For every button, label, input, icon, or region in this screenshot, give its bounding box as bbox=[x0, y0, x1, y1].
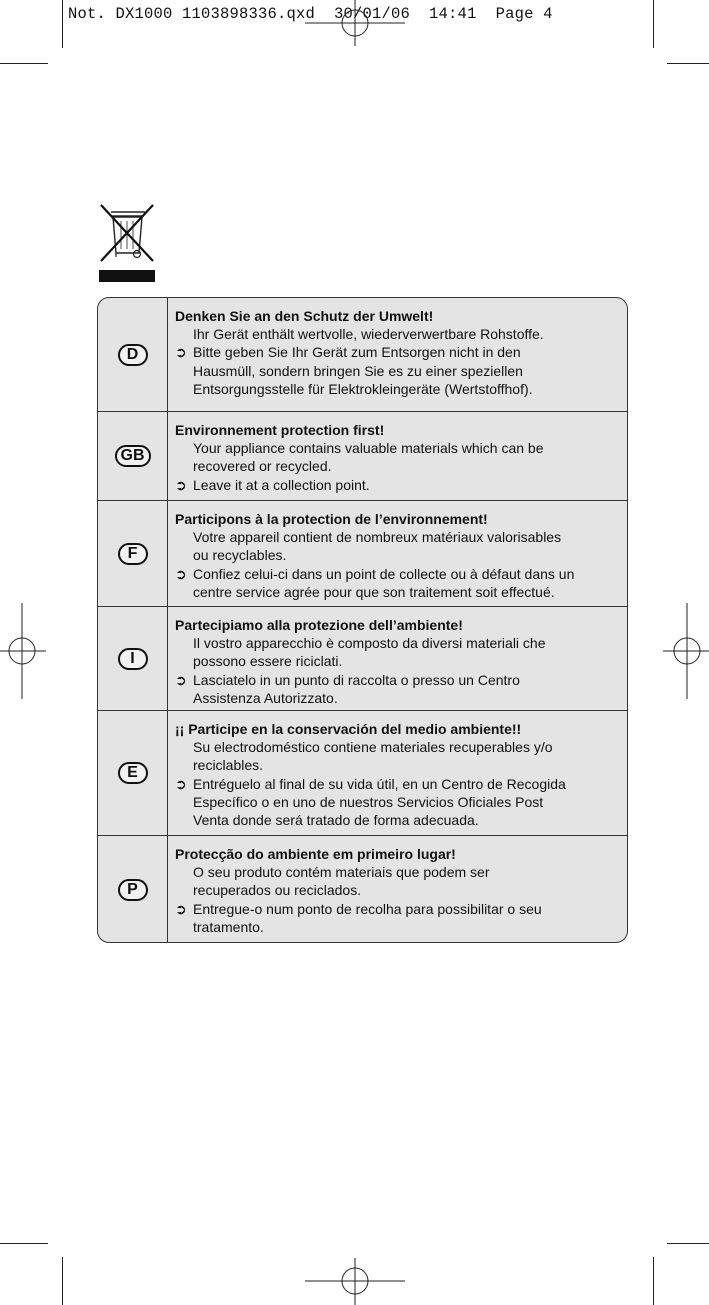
arrow-bullet-icon: ➲ bbox=[175, 344, 187, 361]
text-line: O seu produto contém materiais que podem ser bbox=[193, 864, 490, 881]
crop-mark-top-left-h bbox=[0, 63, 48, 64]
arrow-bullet-icon: ➲ bbox=[175, 565, 187, 582]
section-title-es: ¡¡ Participe en la conservación del medio ambiente!! bbox=[175, 721, 522, 737]
text-line: Confiez celui-ci dans un point de collecte ou à défaut dans un bbox=[193, 565, 575, 582]
text-line: Leave it at a collection point. bbox=[193, 476, 370, 493]
registration-mark-bottom-icon bbox=[305, 1258, 405, 1305]
crop-mark-top-right-v bbox=[653, 0, 654, 48]
text-line: centre service agrée pour que son traitement soit effectué. bbox=[193, 583, 555, 600]
crop-mark-top-left-v bbox=[62, 0, 63, 48]
environment-protection-table bbox=[97, 297, 628, 943]
text-line: possono essere riciclati. bbox=[193, 653, 343, 670]
registration-mark-top-icon bbox=[305, 0, 405, 46]
arrow-bullet-icon: ➲ bbox=[175, 775, 187, 792]
crop-mark-bottom-right-v bbox=[653, 1257, 654, 1305]
text-line: Lasciatelo in un punto di raccolta o presso un Centro bbox=[193, 671, 520, 688]
arrow-bullet-icon: ➲ bbox=[175, 900, 187, 917]
language-code-cell bbox=[98, 412, 168, 500]
language-row-es bbox=[98, 710, 627, 835]
section-title-de: Denken Sie an den Schutz der Umwelt! bbox=[175, 308, 434, 324]
crop-mark-top-right-h bbox=[667, 63, 709, 64]
text-line: Hausmüll, sondern bringen Sie es zu einer speziellen bbox=[193, 362, 523, 379]
arrow-bullet-icon: ➲ bbox=[175, 671, 187, 688]
text-line: Entréguelo al final de su vida útil, en un Centro de Recogida bbox=[193, 775, 566, 792]
language-code-badge-de: D bbox=[118, 344, 148, 366]
language-code-badge-es: E bbox=[118, 762, 148, 784]
text-line: reciclables. bbox=[193, 757, 264, 774]
language-code-badge-pt: P bbox=[118, 879, 148, 901]
language-code-cell bbox=[98, 501, 168, 606]
crossed-out-wheelie-bin-icon bbox=[99, 203, 155, 283]
language-code-badge-gb: GB bbox=[115, 445, 151, 467]
language-text-it bbox=[175, 616, 623, 707]
language-text-fr bbox=[175, 510, 623, 601]
language-text-de bbox=[175, 307, 623, 398]
text-line: ou recyclables. bbox=[193, 547, 287, 564]
language-row-gb bbox=[98, 411, 627, 500]
language-code-cell bbox=[98, 711, 168, 835]
arrow-bullet-icon: ➲ bbox=[175, 476, 187, 493]
text-line: Votre appareil contient de nombreux matériaux valorisables bbox=[193, 529, 562, 546]
language-text-es bbox=[175, 720, 623, 829]
text-line: Venta donde será tratado de forma adecuada. bbox=[193, 812, 479, 829]
language-row-pt bbox=[98, 835, 627, 943]
language-code-badge-fr: F bbox=[118, 543, 148, 565]
section-title-fr: Participons à la protection de l’environnement! bbox=[175, 511, 488, 527]
language-code-cell bbox=[98, 298, 168, 411]
language-text-pt bbox=[175, 845, 623, 936]
text-line: Your appliance contains valuable materials which can be bbox=[193, 440, 544, 457]
text-line: Su electrodoméstico contiene materiales recuperables y/o bbox=[193, 739, 553, 756]
language-code-cell bbox=[98, 607, 168, 710]
text-line: Assistenza Autorizzato. bbox=[193, 689, 338, 706]
language-row-fr bbox=[98, 500, 627, 606]
language-row-it bbox=[98, 606, 627, 710]
text-line: tratamento. bbox=[193, 918, 264, 935]
text-line: Il vostro apparecchio è composto da diversi materiali che bbox=[193, 635, 546, 652]
crop-mark-bottom-left-v bbox=[62, 1257, 63, 1305]
section-title-gb: Environnement protection first! bbox=[175, 422, 385, 438]
text-line: Específico o en uno de nuestros Servicios Oficiales Post bbox=[193, 793, 544, 810]
language-row-de bbox=[98, 298, 627, 411]
text-line: recuperados ou reciclados. bbox=[193, 882, 362, 899]
registration-mark-right-icon bbox=[663, 603, 709, 699]
print-header: Not. DX1000 1103898336.qxd 30/01/06 14:41 Page 4 bbox=[68, 5, 553, 23]
text-line: recovered or recycled. bbox=[193, 458, 332, 475]
section-title-pt: Protecção do ambiente em primeiro lugar! bbox=[175, 846, 456, 862]
language-code-cell bbox=[98, 836, 168, 943]
text-line: Ihr Gerät enthält wertvolle, wiederverwertbare Rohstoffe. bbox=[193, 326, 544, 343]
text-line: Bitte geben Sie Ihr Gerät zum Entsorgen nicht in den bbox=[193, 344, 521, 361]
registration-mark-left-icon bbox=[0, 603, 46, 699]
text-line: Entregue-o num ponto de recolha para possibilitar o seu bbox=[193, 900, 542, 917]
language-code-badge-it: I bbox=[118, 648, 148, 670]
crop-mark-bottom-left-h bbox=[0, 1243, 48, 1244]
crop-mark-bottom-right-h bbox=[667, 1243, 709, 1244]
section-title-it: Partecipiamo alla protezione dell’ambiente! bbox=[175, 617, 463, 633]
text-line: Entsorgungsstelle für Elektrokleingeräte (Wertstoffhof). bbox=[193, 380, 533, 397]
language-text-gb bbox=[175, 421, 623, 494]
